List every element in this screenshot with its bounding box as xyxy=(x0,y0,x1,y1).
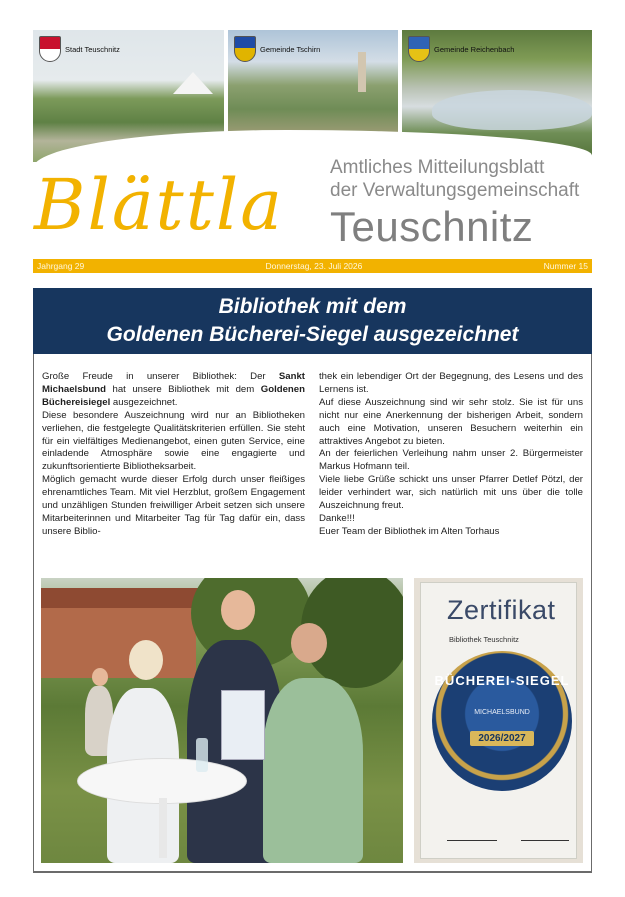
paragraph-thanks: Danke!!! xyxy=(319,512,355,524)
masthead-subtitle xyxy=(330,156,579,202)
masthead-logo: Blättla xyxy=(34,164,284,246)
masthead-town: Teuschnitz xyxy=(330,203,534,250)
headline-line-2: Goldenen Bücherei-Siegel ausgezeichnet xyxy=(106,323,519,346)
roof-shape xyxy=(41,588,201,608)
article-column-right-content xyxy=(319,371,583,539)
footer-rule xyxy=(33,872,592,873)
photo-label-text: Gemeinde Tschirn xyxy=(260,44,321,54)
intro-text-e: ausgezeichnet. xyxy=(110,396,178,408)
article-headline xyxy=(33,288,592,354)
paragraph-team-end: thek ein lebendiger Ort der Begegnung, des Lesens und des Lernens ist. xyxy=(319,371,583,395)
paragraph-award: Diese besondere Auszeichnung wird nur an Bibliotheken verliehen, die festgelegte Qualitätskriterien erfüllen. Sie steht für ein vielfältiges Medienangebot, einen guten Service, eine einladende Atmosphäre sowie eine engagierte und zukunftsorientierte Bibliotheksarbeit. xyxy=(42,409,305,473)
photo-label-reichenbach xyxy=(408,36,514,62)
table-leg-shape xyxy=(159,798,167,858)
photo-label-teuschnitz xyxy=(39,36,120,62)
pond-shape xyxy=(432,90,592,130)
vase-shape xyxy=(196,738,208,772)
photo-label-tschirn xyxy=(234,36,320,62)
certificate-library: Bibliothek Teuschnitz xyxy=(449,635,519,644)
headline-line-1: Bibliothek mit dem xyxy=(218,295,407,318)
header-photo-strip xyxy=(33,30,592,162)
subtitle-line-2: der Verwaltungsgemeinschaft xyxy=(330,180,580,201)
signature-line xyxy=(447,831,497,841)
certificate-photo xyxy=(414,578,583,863)
intro-text-bold-a: Sankt Michaelsbund xyxy=(42,371,305,395)
article-column-left xyxy=(42,371,305,539)
certificate-title: Zertifikat xyxy=(447,595,556,625)
seal-top-text: BÜCHEREI-SIEGEL xyxy=(434,673,570,688)
seal-brand-text: MICHAELSBUND xyxy=(474,709,530,716)
head-shape xyxy=(291,623,327,663)
crest-icon xyxy=(408,36,430,62)
intro-text-bold-b: Goldenen Büchereisiegel xyxy=(42,383,305,408)
issue-label: Nummer 15 xyxy=(543,261,588,271)
church-tower-shape xyxy=(358,52,366,92)
certificate-in-hand xyxy=(221,690,265,760)
crest-icon xyxy=(39,36,61,62)
paragraph-mayor: An der feierlichen Verleihung nahm unser 2. Bürgermeister Markus Hofmann teil. xyxy=(319,448,583,473)
paragraph-intro xyxy=(42,371,305,410)
signature-line xyxy=(521,831,569,841)
photo-label-text: Stadt Teuschnitz xyxy=(65,44,120,54)
seal-year-text: 2026/2027 xyxy=(470,731,534,746)
date-label: Donnerstag, 23. Juli 2026 xyxy=(265,261,363,271)
info-bar xyxy=(33,259,592,273)
person-shape xyxy=(263,678,363,863)
seal-icon xyxy=(432,651,572,791)
ceremony-photo xyxy=(41,578,403,863)
certificate-sheet xyxy=(420,582,577,859)
paragraph-team: Möglich gemacht wurde dieser Erfolg durch unser fleißiges ehrenamtliches Team. Mit viel Herzblut, großem Engagement und unzähligen Stunden freiwilliger Arbeit setzen sich unsere Mitarbeiterinnen und Mitarbeiter Tag für Tag dafür ein, dass unsere Biblio- xyxy=(42,474,305,537)
intro-text-a: Große Freude in unserer Bibliothek: Der xyxy=(42,371,279,382)
head-shape xyxy=(92,668,108,686)
building-shape xyxy=(41,588,196,678)
head-shape xyxy=(129,640,163,680)
head-shape xyxy=(221,590,255,630)
paragraph-proud: Auf diese Auszeichnung sind wir sehr stolz. Sie ist für uns nicht nur eine Anerkennung der bisherigen Arbeit, sondern auch eine Motivation, unseren Besuchern weiterhin ein attraktives Angebot zu bieten. xyxy=(319,396,583,447)
intro-text-c: hat unsere Bibliothek mit dem xyxy=(105,383,261,395)
photo-label-text: Gemeinde Reichenbach xyxy=(434,44,515,54)
subtitle-line-1: Amtliches Mitteilungsblatt xyxy=(330,157,545,178)
paragraph-greetings: Viele liebe Grüße schickt uns unser Pfarrer Detlef Pötzl, der leider verhindert war, sich natürlich mit uns über die tolle Auszeichnung freut. xyxy=(319,474,583,512)
pavilion-shape xyxy=(173,72,213,94)
crest-icon xyxy=(234,36,256,62)
volume-label: Jahrgang 29 xyxy=(37,261,85,271)
paragraph-signoff: Euer Team der Bibliothek im Alten Torhaus xyxy=(319,525,500,537)
